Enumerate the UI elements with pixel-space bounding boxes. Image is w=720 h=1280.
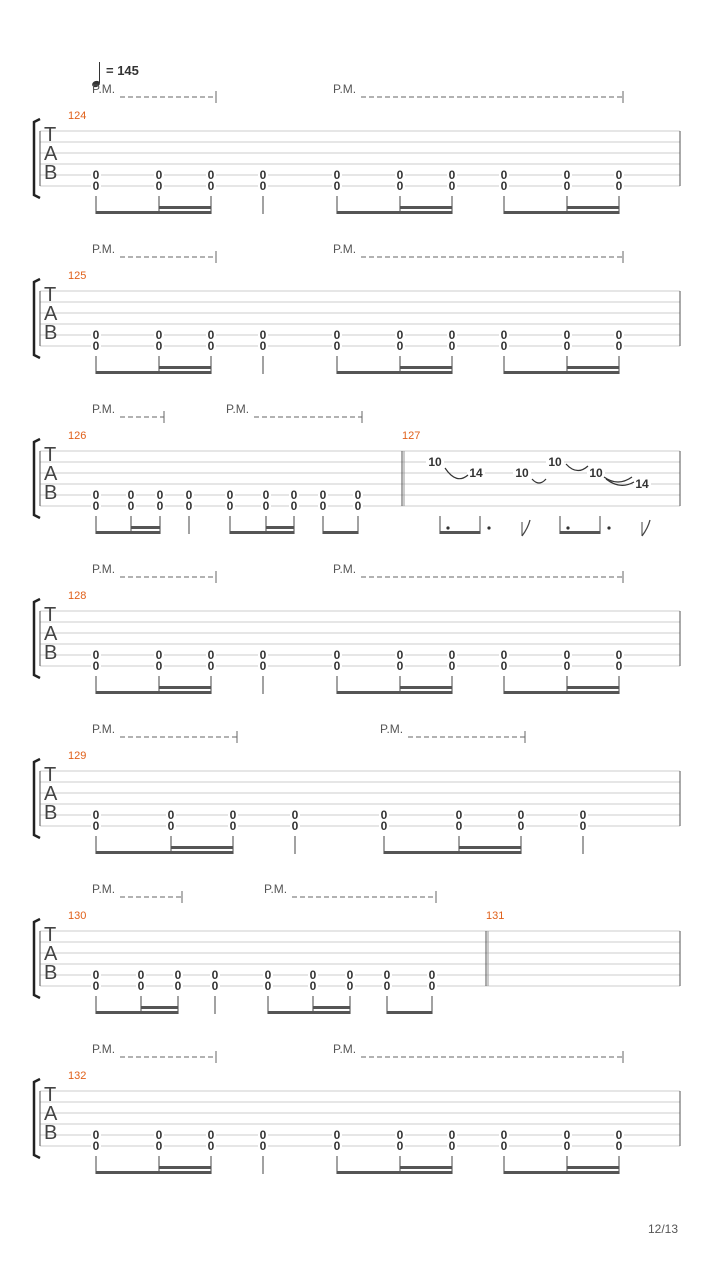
fret-number: 0 [155, 339, 163, 353]
fret-number: 10 [589, 466, 603, 480]
beam-sixteenth [159, 686, 211, 689]
fret-number: 0 [333, 328, 341, 342]
fret-number: 0 [500, 339, 508, 353]
fret-number: 0 [563, 659, 571, 673]
measure-number: 129 [68, 750, 87, 762]
palm-mute-label: P.M. [333, 242, 357, 256]
beam-sixteenth [266, 526, 294, 529]
tab-clef-letter: A [44, 463, 58, 485]
beam-sixteenth [400, 366, 452, 369]
tab-system [34, 1042, 680, 1174]
fret-number: 0 [156, 488, 164, 502]
beam [504, 211, 619, 214]
tab-clef-letter: A [44, 943, 58, 965]
dot [487, 526, 490, 529]
beam-sixteenth [400, 686, 452, 689]
palm-mute-label: P.M. [226, 402, 250, 416]
fret-number: 0 [396, 328, 404, 342]
measure-number: 131 [486, 910, 505, 922]
beam-sixteenth [159, 206, 211, 209]
fret-number: 0 [354, 488, 362, 502]
fret-number: 0 [455, 808, 463, 822]
fret-number: 0 [396, 339, 404, 353]
fret-number: 0 [319, 488, 327, 502]
beam [337, 371, 452, 374]
fret-number: 0 [354, 499, 362, 513]
fret-number: 0 [563, 168, 571, 182]
fret-number: 0 [155, 1128, 163, 1142]
fret-number: 0 [229, 819, 237, 833]
fret-number: 0 [207, 328, 215, 342]
fret-number: 0 [207, 659, 215, 673]
beam [337, 1171, 452, 1174]
beam [230, 531, 294, 534]
fret-number: 0 [319, 499, 327, 513]
beam-sixteenth [567, 686, 619, 689]
tab-clef-letter: A [44, 783, 58, 805]
beam [560, 531, 600, 534]
fret-number: 0 [185, 488, 193, 502]
fret-number: 14 [469, 466, 483, 480]
fret-number: 0 [500, 648, 508, 662]
fret-number: 0 [615, 339, 623, 353]
fret-number: 0 [262, 488, 270, 502]
fret-number: 0 [155, 328, 163, 342]
fret-number: 0 [92, 328, 100, 342]
fret-number: 0 [396, 659, 404, 673]
fret-number: 0 [615, 1128, 623, 1142]
beam [337, 691, 452, 694]
fret-number: 0 [396, 1128, 404, 1142]
fret-number: 0 [563, 179, 571, 193]
fret-number: 0 [500, 328, 508, 342]
fret-number: 0 [137, 979, 145, 993]
fret-number: 0 [448, 1139, 456, 1153]
system-bracket [34, 439, 40, 518]
fret-number: 0 [92, 659, 100, 673]
fret-number: 0 [448, 179, 456, 193]
beam [387, 1011, 432, 1014]
beam-sixteenth [567, 366, 619, 369]
tab-clef-letter: B [44, 962, 58, 984]
tab-system [34, 722, 680, 854]
fret-number: 0 [500, 168, 508, 182]
fret-number: 0 [380, 819, 388, 833]
dot [446, 526, 449, 529]
beam [96, 691, 211, 694]
fret-number: 0 [155, 648, 163, 662]
tab-clef-letter: B [44, 482, 58, 504]
fret-number: 0 [333, 659, 341, 673]
fret-number: 0 [264, 968, 272, 982]
slur [532, 479, 546, 483]
fret-number: 0 [309, 979, 317, 993]
palm-mute-label: P.M. [333, 82, 357, 96]
palm-mute-label: P.M. [380, 722, 404, 736]
fret-number: 0 [92, 488, 100, 502]
fret-number: 0 [428, 968, 436, 982]
system-bracket [34, 279, 40, 358]
tab-clef-letter: A [44, 143, 58, 165]
slur [566, 464, 588, 471]
beam [96, 851, 233, 854]
tab-clef-letter: A [44, 623, 58, 645]
beam [504, 691, 619, 694]
measure-number: 128 [68, 590, 87, 602]
fret-number: 0 [259, 179, 267, 193]
fret-number: 0 [383, 979, 391, 993]
system-bracket [34, 759, 40, 838]
beam-sixteenth [567, 1166, 619, 1169]
fret-number: 0 [155, 659, 163, 673]
measure-number: 130 [68, 910, 87, 922]
system-bracket [34, 599, 40, 678]
measure-number: 126 [68, 430, 87, 442]
dot [566, 526, 569, 529]
fret-number: 0 [333, 179, 341, 193]
fret-number: 0 [92, 968, 100, 982]
beam [504, 371, 619, 374]
beam [323, 531, 358, 534]
fret-number: 0 [229, 808, 237, 822]
beam [96, 531, 160, 534]
beam [268, 1011, 350, 1014]
tab-clef-letter: T [44, 444, 57, 466]
fret-number: 0 [259, 659, 267, 673]
fret-number: 0 [563, 339, 571, 353]
beam [96, 1171, 211, 1174]
system-bracket [34, 919, 40, 998]
fret-number: 0 [615, 1139, 623, 1153]
tab-clef-letter: T [44, 604, 57, 626]
fret-number: 0 [167, 808, 175, 822]
fret-number: 0 [448, 1128, 456, 1142]
tab-system [34, 242, 680, 374]
fret-number: 0 [448, 328, 456, 342]
fret-number: 0 [92, 979, 100, 993]
fret-number: 0 [615, 328, 623, 342]
beam [96, 371, 211, 374]
fret-number: 0 [333, 1128, 341, 1142]
fret-number: 0 [207, 339, 215, 353]
palm-mute-label: P.M. [333, 1042, 357, 1056]
fret-number: 0 [259, 168, 267, 182]
system-bracket [34, 1079, 40, 1158]
fret-number: 0 [396, 168, 404, 182]
tab-clef-letter: B [44, 802, 58, 824]
palm-mute-label: P.M. [92, 402, 116, 416]
palm-mute-label: P.M. [92, 242, 116, 256]
tab-clef-letter: A [44, 1103, 58, 1125]
fret-number: 0 [500, 659, 508, 673]
tab-clef-letter: B [44, 162, 58, 184]
fret-number: 0 [207, 168, 215, 182]
fret-number: 0 [262, 499, 270, 513]
fret-number: 0 [500, 1139, 508, 1153]
beam [96, 211, 211, 214]
fret-number: 0 [174, 968, 182, 982]
fret-number: 14 [635, 477, 649, 491]
beam-sixteenth [131, 526, 160, 529]
fret-number: 0 [563, 1139, 571, 1153]
tab-system [34, 82, 680, 214]
fret-number: 0 [383, 968, 391, 982]
fret-number: 0 [346, 979, 354, 993]
fret-number: 0 [615, 168, 623, 182]
fret-number: 0 [291, 808, 299, 822]
beam-sixteenth [159, 1166, 211, 1169]
palm-mute-label: P.M. [92, 562, 116, 576]
fret-number: 0 [291, 819, 299, 833]
fret-number: 0 [156, 499, 164, 513]
measure-number: 127 [402, 430, 421, 442]
fret-number: 0 [448, 339, 456, 353]
palm-mute-label: P.M. [92, 1042, 116, 1056]
palm-mute-label: P.M. [92, 722, 116, 736]
beam [337, 211, 452, 214]
tab-system [34, 402, 680, 536]
fret-number: 0 [615, 179, 623, 193]
fret-number: 0 [167, 819, 175, 833]
tab-clef-letter: T [44, 764, 57, 786]
fret-number: 0 [517, 819, 525, 833]
beam-sixteenth [400, 1166, 452, 1169]
beam [504, 1171, 619, 1174]
fret-number: 0 [517, 808, 525, 822]
palm-mute-label: P.M. [333, 562, 357, 576]
fret-number: 0 [207, 1139, 215, 1153]
fret-number: 0 [259, 1128, 267, 1142]
fret-number: 0 [211, 979, 219, 993]
fret-number: 0 [155, 179, 163, 193]
fret-number: 0 [615, 648, 623, 662]
beam-sixteenth [159, 366, 211, 369]
fret-number: 0 [500, 179, 508, 193]
fret-number: 0 [579, 819, 587, 833]
fret-number: 0 [455, 819, 463, 833]
fret-number: 0 [92, 339, 100, 353]
fret-number: 0 [448, 648, 456, 662]
fret-number: 10 [515, 466, 529, 480]
fret-number: 0 [290, 488, 298, 502]
beam-sixteenth [567, 206, 619, 209]
fret-number: 0 [333, 648, 341, 662]
fret-number: 0 [563, 328, 571, 342]
fret-number: 0 [92, 168, 100, 182]
fret-number: 0 [92, 808, 100, 822]
fret-number: 0 [448, 659, 456, 673]
tab-clef-letter: A [44, 303, 58, 325]
fret-number: 0 [563, 1128, 571, 1142]
beam [96, 1011, 178, 1014]
fret-number: 0 [333, 339, 341, 353]
fret-number: 10 [548, 455, 562, 469]
fret-number: 10 [428, 455, 442, 469]
palm-mute-label: P.M. [92, 82, 116, 96]
fret-number: 0 [127, 499, 135, 513]
beam-sixteenth [171, 846, 233, 849]
fret-number: 0 [211, 968, 219, 982]
tab-clef-letter: T [44, 284, 57, 306]
tab-system [34, 882, 680, 1014]
fret-number: 0 [396, 648, 404, 662]
fret-number: 0 [259, 339, 267, 353]
fret-number: 0 [396, 1139, 404, 1153]
fret-number: 0 [615, 659, 623, 673]
measure-number: 132 [68, 1070, 87, 1082]
tempo-value: = 145 [106, 63, 139, 78]
fret-number: 0 [92, 819, 100, 833]
beam-sixteenth [141, 1006, 178, 1009]
beam-sixteenth [459, 846, 521, 849]
fret-number: 0 [448, 168, 456, 182]
measure-number: 124 [68, 110, 87, 122]
tab-clef-letter: B [44, 642, 58, 664]
note-flag [642, 520, 650, 536]
fret-number: 0 [579, 808, 587, 822]
tab-system [34, 562, 680, 694]
fret-number: 0 [290, 499, 298, 513]
fret-number: 0 [92, 1128, 100, 1142]
fret-number: 0 [155, 1139, 163, 1153]
fret-number: 0 [346, 968, 354, 982]
fret-number: 0 [259, 328, 267, 342]
fret-number: 0 [259, 1139, 267, 1153]
fret-number: 0 [92, 1139, 100, 1153]
page-number: 12/13 [647, 1222, 678, 1236]
beam [384, 851, 521, 854]
fret-number: 0 [155, 168, 163, 182]
note-flag [522, 520, 530, 536]
tab-clef-letter: T [44, 124, 57, 146]
fret-number: 0 [207, 1128, 215, 1142]
tab-clef-letter: T [44, 1084, 57, 1106]
tab-clef-letter: T [44, 924, 57, 946]
fret-number: 0 [264, 979, 272, 993]
fret-number: 0 [563, 648, 571, 662]
fret-number: 0 [226, 499, 234, 513]
fret-number: 0 [380, 808, 388, 822]
fret-number: 0 [309, 968, 317, 982]
fret-number: 0 [396, 179, 404, 193]
fret-number: 0 [207, 648, 215, 662]
fret-number: 0 [428, 979, 436, 993]
palm-mute-label: P.M. [264, 882, 288, 896]
fret-number: 0 [207, 179, 215, 193]
system-bracket [34, 119, 40, 198]
fret-number: 0 [333, 168, 341, 182]
fret-number: 0 [259, 648, 267, 662]
fret-number: 0 [92, 499, 100, 513]
dot [607, 526, 610, 529]
fret-number: 0 [92, 179, 100, 193]
fret-number: 0 [226, 488, 234, 502]
fret-number: 0 [127, 488, 135, 502]
fret-number: 0 [333, 1139, 341, 1153]
fret-number: 0 [137, 968, 145, 982]
beam-sixteenth [313, 1006, 350, 1009]
measure-number: 125 [68, 270, 87, 282]
fret-number: 0 [92, 648, 100, 662]
beam-sixteenth [400, 206, 452, 209]
beam [440, 531, 480, 534]
fret-number: 0 [185, 499, 193, 513]
palm-mute-label: P.M. [92, 882, 116, 896]
fret-number: 0 [174, 979, 182, 993]
fret-number: 0 [500, 1128, 508, 1142]
tab-clef-letter: B [44, 322, 58, 344]
tab-clef-letter: B [44, 1122, 58, 1144]
